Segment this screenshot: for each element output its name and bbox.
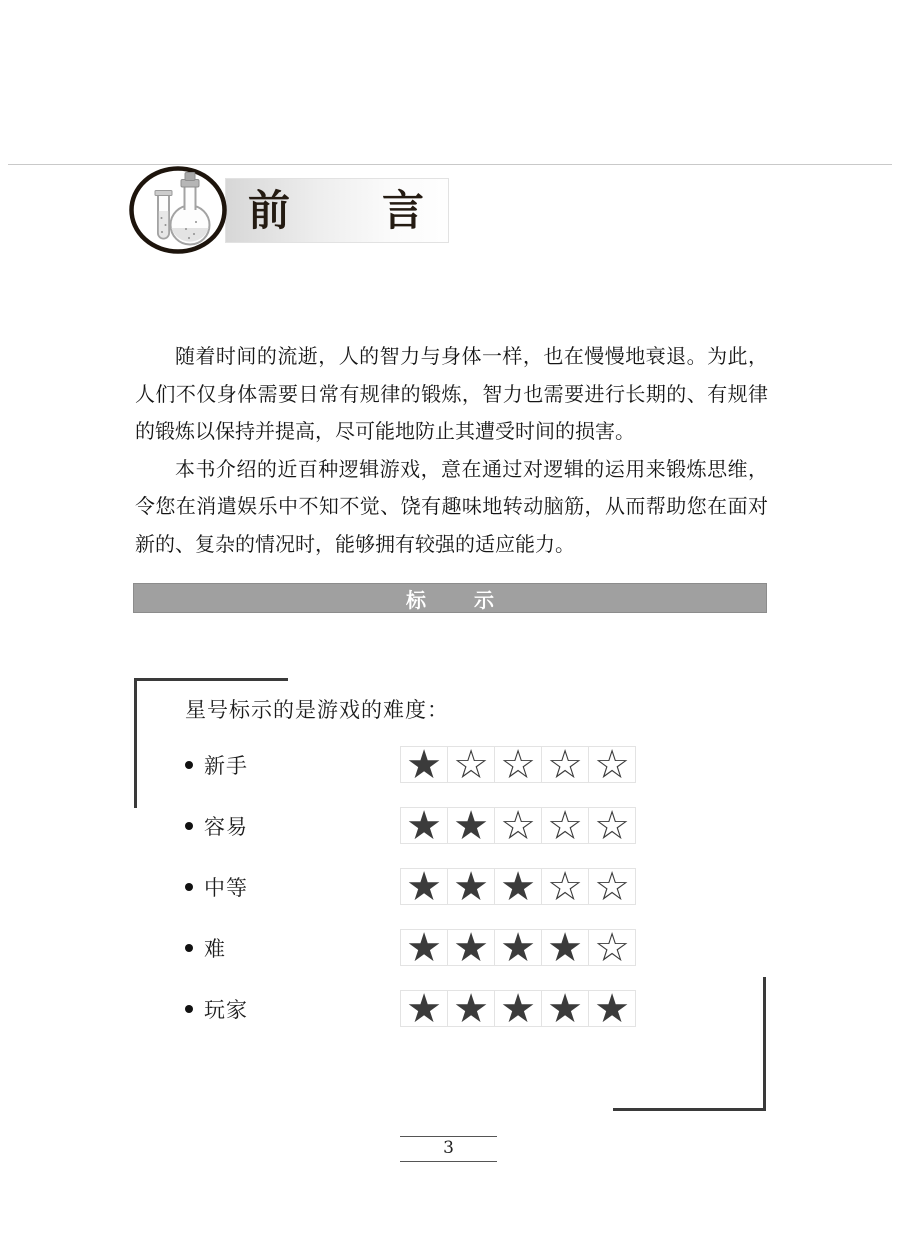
legend-row-easy [185, 807, 640, 844]
round-bullet-icon [185, 761, 193, 769]
star-empty-icon: ☆ [494, 807, 542, 844]
footer-rule-top [400, 1136, 497, 1137]
star-rating [400, 929, 635, 966]
chemistry-flasks-icon [128, 166, 228, 254]
difficulty-label: 新手 [204, 753, 248, 778]
star-filled-icon: ★ [400, 990, 448, 1027]
star-empty-icon: ☆ [588, 807, 636, 844]
star-filled-icon: ★ [400, 807, 448, 844]
star-filled-icon: ★ [400, 868, 448, 905]
round-bullet-icon [185, 1005, 193, 1013]
legend-row-medium [185, 868, 640, 905]
intro-text [135, 338, 768, 564]
difficulty-label: 难 [204, 936, 226, 961]
star-empty-icon: ☆ [541, 807, 589, 844]
corner-bracket-top-left [134, 678, 137, 808]
star-filled-icon: ★ [447, 807, 495, 844]
marks-banner-label: 标 示 [406, 587, 508, 612]
difficulty-label: 中等 [204, 875, 248, 900]
page-number: 3 [443, 1138, 454, 1158]
star-empty-icon: ☆ [447, 746, 495, 783]
star-empty-icon: ☆ [494, 746, 542, 783]
top-divider [8, 164, 892, 165]
star-rating [400, 868, 635, 905]
round-bullet-icon [185, 944, 193, 952]
star-filled-icon: ★ [494, 929, 542, 966]
star-empty-icon: ☆ [541, 746, 589, 783]
star-empty-icon: ☆ [588, 868, 636, 905]
star-rating [400, 746, 635, 783]
legend-row-expert [185, 990, 640, 1027]
intro-paragraph-2: 本书介绍的近百种逻辑游戏，意在通过对逻辑的运用来锻炼思维，令您在消遣娱乐中不知不觉、饶有趣味地转动脑筋，从而帮助您在面对新的、复杂的情况时，能够拥有较强的适应能力。 [135, 456, 768, 556]
star-empty-icon: ☆ [588, 929, 636, 966]
star-filled-icon: ★ [400, 929, 448, 966]
star-filled-icon: ★ [400, 746, 448, 783]
star-filled-icon: ★ [447, 990, 495, 1027]
star-rating [400, 990, 635, 1027]
corner-bracket-bottom-right [763, 977, 766, 1111]
legend-row-novice [185, 746, 640, 783]
star-empty-icon: ☆ [541, 868, 589, 905]
star-filled-icon: ★ [494, 990, 542, 1027]
difficulty-label: 玩家 [204, 997, 248, 1022]
marks-banner [133, 583, 767, 613]
star-filled-icon: ★ [541, 990, 589, 1027]
corner-bracket-bottom-right [613, 1108, 766, 1111]
intro-paragraph-1: 随着时间的流逝，人的智力与身体一样，也在慢慢地衰退。为此，人们不仅身体需要日常有规律的锻炼，智力也需要进行长期的、有规律的锻炼以保持并提高，尽可能地防止其遭受时间的损害。 [135, 344, 768, 444]
round-bullet-icon [185, 883, 193, 891]
legend-heading: 星号标示的是游戏的难度： [185, 698, 449, 722]
footer-rule-bottom [400, 1161, 497, 1162]
star-filled-icon: ★ [447, 929, 495, 966]
star-empty-icon: ☆ [588, 746, 636, 783]
star-filled-icon: ★ [588, 990, 636, 1027]
round-bullet-icon [185, 822, 193, 830]
corner-bracket-top-left [134, 678, 288, 681]
legend-row-hard [185, 929, 640, 966]
page-title: 前 言 [248, 186, 450, 235]
preface-title-box [225, 178, 449, 243]
star-filled-icon: ★ [541, 929, 589, 966]
difficulty-label: 容易 [204, 814, 248, 839]
star-filled-icon: ★ [447, 868, 495, 905]
star-filled-icon: ★ [494, 868, 542, 905]
star-rating [400, 807, 635, 844]
